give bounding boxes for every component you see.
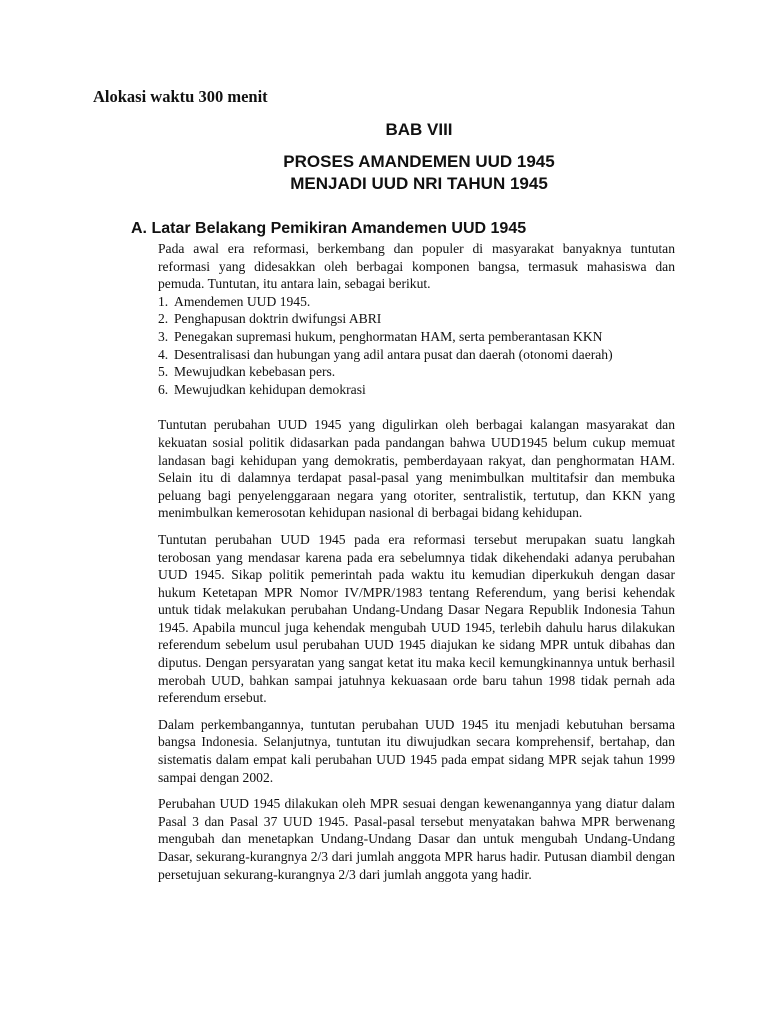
list-item (158, 310, 675, 328)
list-item (158, 381, 675, 399)
list-text: Amendemen UUD 1945. (174, 293, 311, 309)
list-text: Mewujudkan kehidupan demokrasi (174, 381, 366, 397)
section-heading: A. Latar Belakang Pemikiran Amandemen UUD 1945 (131, 220, 527, 237)
intro-paragraph: Pada awal era reformasi, berkembang dan populer di masyarakat banyaknya tuntutan reformasi yang didesakkan oleh berbagai komponen bangsa, termasuk mahasiswa dan pemuda. Tuntutan, itu antara lain, sebagai berikut. (158, 241, 675, 292)
time-allocation: Alokasi waktu 300 menit (93, 87, 268, 106)
demands-list (158, 293, 675, 399)
list-number: 3. (158, 328, 169, 344)
section-body (158, 240, 675, 883)
body-paragraph: Perubahan UUD 1945 dilakukan oleh MPR sesuai dengan kewenangannya yang diatur dalam Pasal 3 dan Pasal 37 UUD 1945. Pasal-pasal tersebut menyatakan bahwa MPR berwenang mengubah dan menetapkan Undang-Undang Dasar dan untuk mengubah Undang-Undang Dasar, sekurang-kurangnya 2/3 dari jumlah anggota MPR harus hadir. Putusan diambil dengan persetujuan sekurang-kurangnya 2/3 dari jumlah anggota yang hadir. (158, 796, 675, 882)
list-item (158, 293, 675, 311)
list-number: 4. (158, 346, 169, 362)
list-number: 1. (158, 293, 169, 309)
list-text: Mewujudkan kebebasan pers. (174, 364, 336, 380)
list-text: Desentralisasi dan hubungan yang adil antara pusat dan daerah (otonomi daerah) (174, 346, 613, 362)
body-paragraph: Dalam perkembangannya, tuntutan perubahan UUD 1945 itu menjadi kebutuhan bersama bangsa Indonesia. Selanjutnya, tuntutan itu diwujudkan secara komprehensif, bertahap, dan sistematis dalam empat kali perubahan UUD 1945 pada empat sidang MPR sejak tahun 1999 sampai dengan 2002. (158, 716, 675, 785)
list-item (158, 328, 675, 346)
list-item (158, 346, 675, 364)
list-number: 6. (158, 381, 169, 397)
list-item (158, 363, 675, 381)
chapter-number: BAB VIII (385, 120, 453, 139)
list-number: 2. (158, 311, 169, 327)
chapter-title-line: MENJADI UUD NRI TAHUN 1945 (290, 174, 548, 193)
chapter-title-line: PROSES AMANDEMEN UUD 1945 (283, 152, 555, 171)
list-text: Penghapusan doktrin dwifungsi ABRI (174, 311, 382, 327)
chapter-title (0, 151, 768, 195)
body-paragraph: Tuntutan perubahan UUD 1945 pada era reformasi tersebut merupakan suatu langkah terobosan yang mendasar karena pada era sebelumnya tidak dikehendaki adanya perubahan UUD 1945. Sikap politik pemerintah pada waktu itu kemudian diperkukuh dengan dasar hukum Ketetapan MPR Nomor IV/MPR/1983 tentang Referendum, yang berisi kehendak untuk tidak melakukan perubahan Undang-Undang Dasar Negara Republik Indonesia Tahun 1945. Apabila muncul juga kehendak mengubah UUD 1945, terlebih dahulu harus dilakukan referendum sebelum usul perubahan UUD 1945 diajukan ke sidang MPR untuk dibahas dan diputus. Dengan persyaratan yang sangat ketat itu maka kecil kemungkinannya untuk berhasil merobah UUD, bahkan sampai jatuhnya kekuasaan orde baru tahun 1998 tidak pernah ada referendum ersebut. (158, 531, 675, 706)
list-text: Penegakan supremasi hukum, penghormatan HAM, serta pemberantasan KKN (174, 328, 603, 344)
list-number: 5. (158, 364, 169, 380)
body-paragraph: Tuntutan perubahan UUD 1945 yang digulirkan oleh berbagai kalangan masyarakat dan kekuatan sosial politik didasarkan pada pandangan bahwa UUD1945 belum cukup memuat landasan bagi kehidupan yang demokratis, pemberdayaan rakyat, dan penghormatan HAM. Selain itu di dalamnya terdapat pasal-pasal yang menimbulkan multitafsir dan membuka peluang bagi penyelenggaraan negara yang otoriter, sentralistik, tertutup, dan KKN yang menimbulkan kemerosotan kehidupan nasional di berbagai bidang kehidupan. (158, 417, 675, 521)
